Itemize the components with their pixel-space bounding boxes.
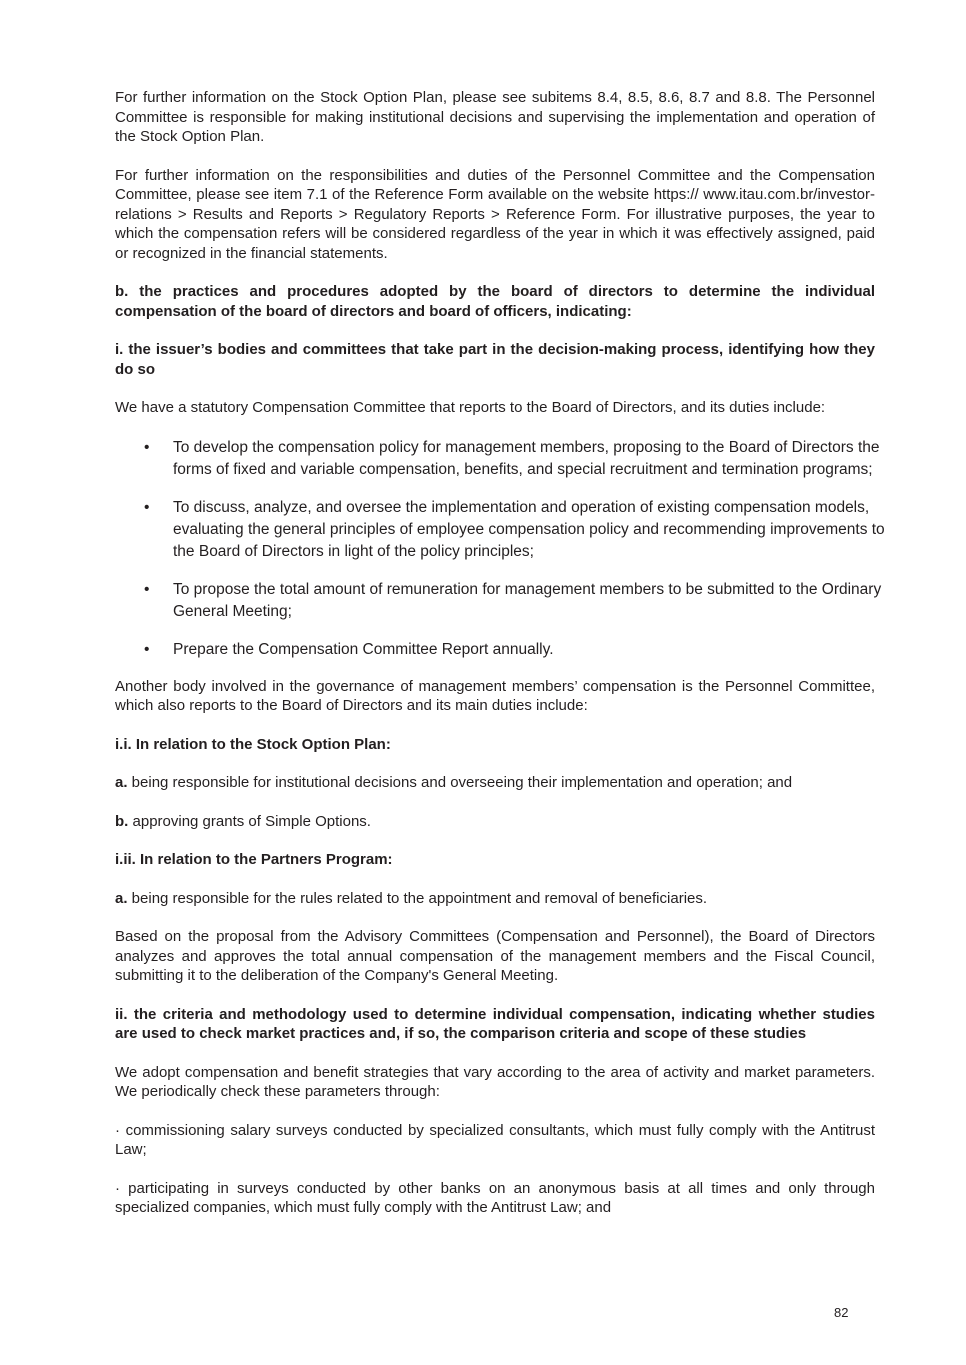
item-text: approving grants of Simple Options. [128,812,371,830]
compensation-committee-duties-list [115,437,907,661]
paragraph-compensation-committee-intro: We have a statutory Compensation Committee that reports to the Board of Directors, and its duties include: [115,399,826,416]
heading-practices-procedures: b. the practices and procedures adopted by the board of directors to determine the individual compensation of the board of directors and board of officers, indicating: [115,283,875,320]
paragraph-board-approval: Based on the proposal from the Advisory Committees (Compensation and Personnel), the Board of Directors analyzes and approves the total annual compensation of the management members and the Fiscal Council, submitting it to the deliberation of the Company's General Meeting. [115,928,875,984]
list-item-text: To propose the total amount of remuneration for management members to be submitted to the Ordinary General Meeting; [173,580,882,620]
paragraph-bank-surveys: · participating in surveys conducted by other banks on an anonymous basis at all times and only through specialized companies, which must fully comply with the Antitrust Law; and [115,1179,875,1216]
list-item [115,497,907,563]
item-label: b. [115,812,129,830]
item-text: being responsible for institutional decisions and overseeing their implementation and operation; and [127,774,793,791]
paragraph-stock-option-info: For further information on the Stock Option Plan, please see subitems 8.4, 8.5, 8.6, 8.7 and 8.8. The Personnel Committee is responsible for making institutional decisions and supervising the implementation and operation of the Stock Option Plan. [115,89,875,145]
item-a-partners-program [115,889,875,909]
heading-partners-program: i.ii. In relation to the Partners Program: [115,851,393,868]
bullet-icon: • [144,640,150,658]
paragraph-compensation-strategies: We adopt compensation and benefit strategies that vary according to the area of activity and market parameters. We periodically check these parameters through: [115,1063,875,1100]
item-b-stock-option [115,812,875,832]
paragraph-committee-responsibilities: For further information on the responsibilities and duties of the Personnel Committee and the Compensation Committee, please see item 7.1 of the Reference Form available on the website https:// www.itau.com.br/investor-relations > Results and Reports > Regulatory Reports > Reference Form. For illustrative purposes, the year to which the compensation refers will be considered regardless of the year in which it was effectively assigned, paid or recognized in the financial statements. [115,166,875,262]
heading-stock-option-plan: i.i. In relation to the Stock Option Plan: [115,735,391,753]
page-content [115,88,885,1237]
item-a-stock-option [115,773,875,793]
item-text: being responsible for the rules related to the appointment and removal of beneficiaries. [127,889,708,907]
list-item [115,639,907,661]
list-item [115,579,907,623]
paragraph-salary-surveys: · commissioning salary surveys conducted by specialized consultants, which must fully comply with the Antitrust Law; [115,1121,875,1158]
bullet-icon: • [144,580,150,598]
bullet-icon: • [144,438,150,456]
list-item [115,437,907,481]
list-item-text: To discuss, analyze, and oversee the implementation and operation of existing compensation models, evaluating the general principles of employee compensation policy and recommending improvements to the Board of Directors in light of the policy principles; [173,498,885,560]
item-label: a. [115,774,128,791]
page-number: 82 [834,1305,849,1320]
list-item-text: Prepare the Compensation Committee Report annually. [173,640,554,658]
heading-bodies-committees: i. the issuer’s bodies and committees that take part in the decision-making process, identifying how they do so [115,341,875,378]
item-label: a. [115,889,128,907]
list-item-text: To develop the compensation policy for management members, proposing to the Board of Directors the forms of fixed and variable compensation, benefits, and special recruitment and termination programs; [173,438,880,478]
paragraph-personnel-committee-intro: Another body involved in the governance of management members’ compensation is the Personnel Committee, which also reports to the Board of Directors and its main duties include: [115,677,875,714]
heading-criteria-methodology: ii. the criteria and methodology used to determine individual compensation, indicating whether studies are used to check market practices and, if so, the comparison criteria and scope of these studies [115,1005,875,1042]
bullet-icon: • [144,498,150,516]
